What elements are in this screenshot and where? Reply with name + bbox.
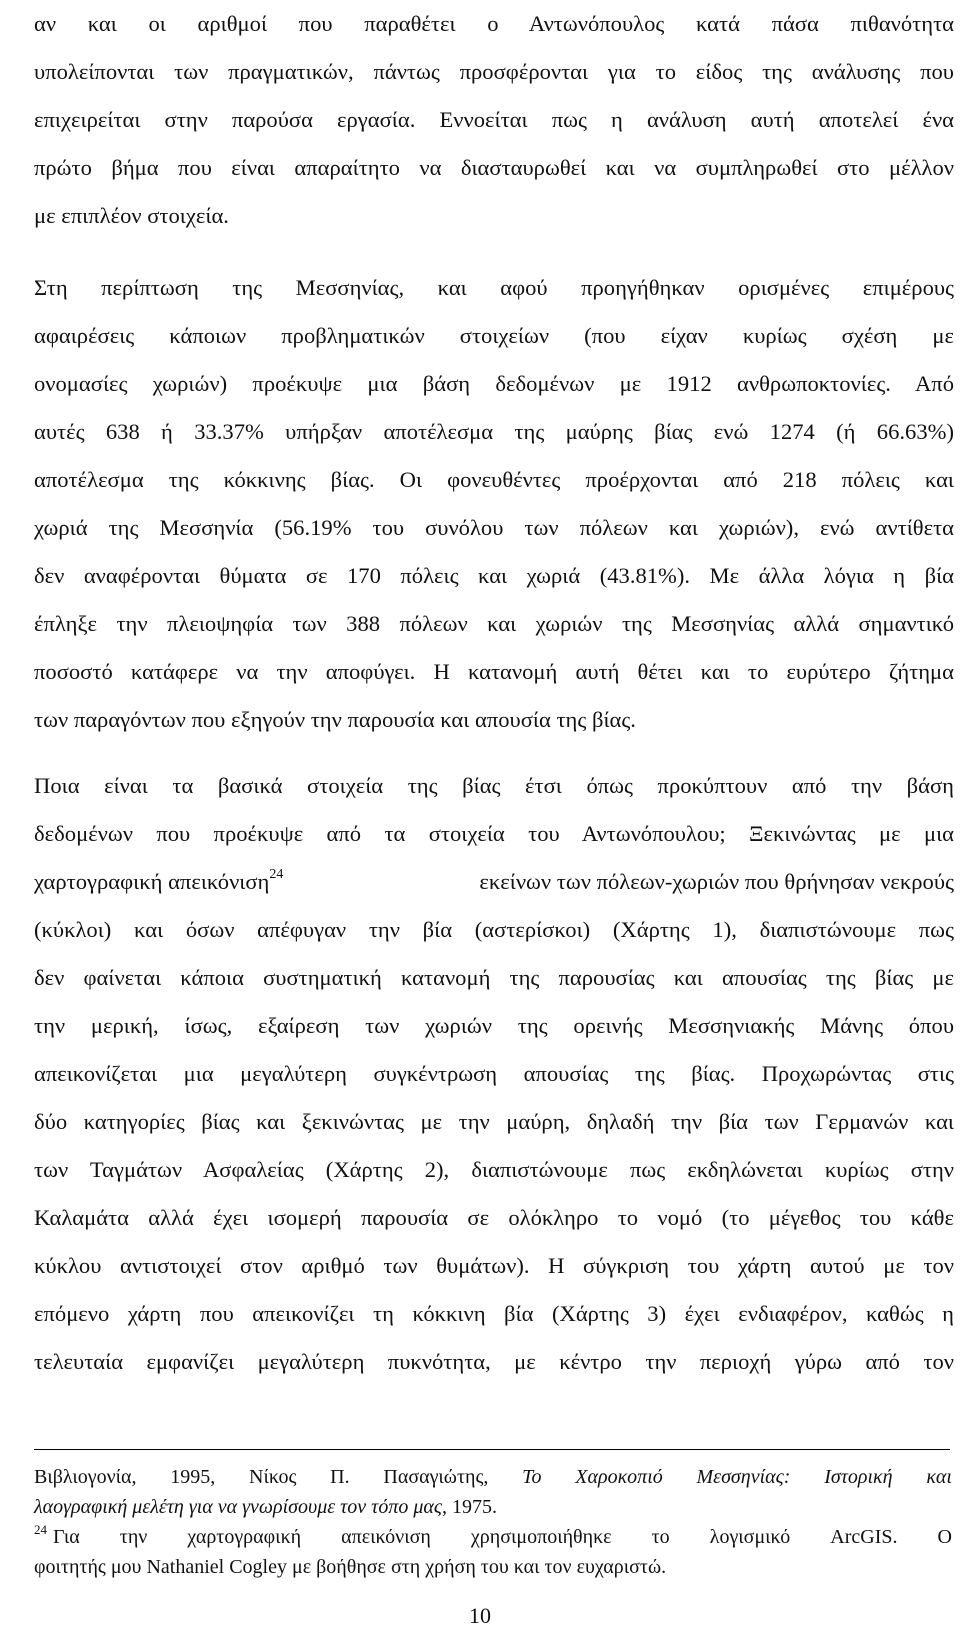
- paragraph-line: επόμενο χάρτη που απεικονίζει τη κόκκινη βία (Χάρτης 3) έχει ενδιαφέρον, καθώς η: [34, 1301, 954, 1326]
- paragraph-line: χωριά της Μεσσηνία (56.19% του συνόλου των πόλεων και χωριών), ενώ αντίθετα: [34, 515, 954, 540]
- bibliography-title: λαογραφική μελέτη για να γνωρίσουμε τον τόπο μας: [34, 1496, 442, 1518]
- line-segment: [34, 858, 283, 906]
- paragraph-line-with-footnote-ref: [34, 858, 954, 906]
- paragraph-line: Ποια είναι τα βασικά στοιχεία της βίας έτσι όπως προκύπτουν από την βάση: [34, 773, 954, 798]
- paragraph-3: [34, 762, 954, 1386]
- paragraph-line: ποσοστό κατάφερε να την αποφύγει. Η κατανομή αυτή θέτει και το ευρύτερο ζήτημα: [34, 659, 954, 684]
- footnote-24-line: φοιτητής μου Nathaniel Cogley με βοήθησε στη χρήση του και τον ευχαριστώ.: [34, 1556, 667, 1578]
- paragraph-line: των Ταγμάτων Ασφαλείας (Χάρτης 2), διαπιστώνουμε πως εκδηλώνεται κυρίως στην: [34, 1157, 954, 1182]
- paragraph-line: απεικονίζεται μια μεγαλύτερη συγκέντρωση απουσίας της βίας. Προχωρώντας στις: [34, 1061, 954, 1086]
- paragraph-line: υπολείπονται των πραγματικών, πάντως προσφέρονται για το είδος της ανάλυσης που: [34, 59, 954, 84]
- paragraph-1: [34, 0, 954, 240]
- paragraph-line: δεν φαίνεται κάποια συστηματική κατανομή της παρουσίας και απουσίας της βίας με: [34, 965, 954, 990]
- footnote-number: 24: [34, 1522, 47, 1537]
- paragraph-line: ονομασίες χωριών) προέκυψε μια βάση δεδομένων με 1912 ανθρωποκτονίες. Από: [34, 371, 954, 396]
- footnote-24-line: [34, 1522, 952, 1552]
- paragraph-line: κύκλου αντιστοιχεί στον αριθμό των θυμάτων). Η σύγκριση του χάρτη αυτού με τον: [34, 1253, 954, 1278]
- paragraph-line: επιχειρείται στην παρούσα εργασία. Εννοείται πως η ανάλυση αυτή αποτελεί ένα: [34, 107, 954, 132]
- paragraph-line: αυτές 638 ή 33.37% υπήρξαν αποτέλεσμα της μαύρης βίας ενώ 1274 (ή 66.63%): [34, 419, 954, 444]
- paragraph-line: των παραγόντων που εξηγούν την παρουσία και απουσία της βίας.: [34, 707, 636, 732]
- paragraph-line: αφαιρέσεις κάποιων προβληματικών στοιχείων (που είχαν κυρίως σχέση με: [34, 323, 954, 348]
- footnote-separator: [34, 1449, 950, 1450]
- bibliography-footnote-line: [34, 1492, 952, 1522]
- page-number: 10: [469, 1603, 491, 1628]
- footnote-reference: 24: [269, 867, 284, 882]
- paragraph-line: αποτέλεσμα της κόκκινης βίας. Οι φονευθέντες προέρχονται από 218 πόλεις και: [34, 467, 954, 492]
- paragraph-line: με επιπλέον στοιχεία.: [34, 203, 229, 228]
- bibliography-year: , 1975.: [442, 1496, 497, 1518]
- footnotes: [34, 1462, 952, 1582]
- paragraph-line: (κύκλοι) και όσων απέφυγαν την βία (αστερίσκοι) (Χάρτης 1), διαπιστώνουμε πως: [34, 917, 954, 942]
- paragraph-line: την μερική, ίσως, εξαίρεση των χωριών της ορεινής Μεσσηνιακής Μάνης όπου: [34, 1013, 954, 1038]
- bibliography-author: Βιβλιογονία, 1995, Νίκος Π. Πασαγιώτης,: [34, 1466, 523, 1488]
- line-text: χαρτογραφική απεικόνιση: [34, 869, 270, 894]
- bibliography-title: Το Χαροκοπιό Μεσσηνίας: Ιστορική και: [522, 1466, 952, 1488]
- paragraph-line: δεδομένων που προέκυψε από τα στοιχεία του Αντωνόπουλου; Ξεκινώντας με μια: [34, 821, 954, 846]
- paragraph-line: τελευταία εμφανίζει μεγαλύτερη πυκνότητα, με κέντρο την περιοχή γύρω από τον: [34, 1349, 954, 1374]
- footnote-text: Για την χαρτογραφική απεικόνιση χρησιμοποιήθηκε το λογισμικό ArcGIS. Ο: [53, 1526, 952, 1548]
- paragraph-line: Καλαμάτα αλλά έχει ισομερή παρουσία σε ολόκληρο το νομό (το μέγεθος του κάθε: [34, 1205, 954, 1230]
- paragraph-line: Στη περίπτωση της Μεσσηνίας, και αφού προηγήθηκαν ορισμένες επιμέρους: [34, 275, 954, 300]
- line-text: εκείνων των πόλεων-χωριών που θρήνησαν νεκρούς: [479, 869, 954, 894]
- paragraph-line: αν και οι αριθμοί που παραθέτει ο Αντωνόπουλος κατά πάσα πιθανότητα: [34, 11, 954, 36]
- paragraph-line: έπληξε την πλειοψηφία των 388 πόλεων και χωριών της Μεσσηνίας αλλά σημαντικό: [34, 611, 954, 636]
- paragraph-line: δύο κατηγορίες βίας και ξεκινώντας με την μαύρη, δηλαδή την βία των Γερμανών και: [34, 1109, 954, 1134]
- bibliography-footnote-line: [34, 1462, 952, 1492]
- paragraph-line: πρώτο βήμα που είναι απαραίτητο να διασταυρωθεί και να συμπληρωθεί στο μέλλον: [34, 155, 954, 180]
- paragraph-2: [34, 264, 954, 744]
- paragraph-line: δεν αναφέρονται θύματα σε 170 πόλεις και χωριά (43.81%). Με άλλα λόγια η βία: [34, 563, 954, 588]
